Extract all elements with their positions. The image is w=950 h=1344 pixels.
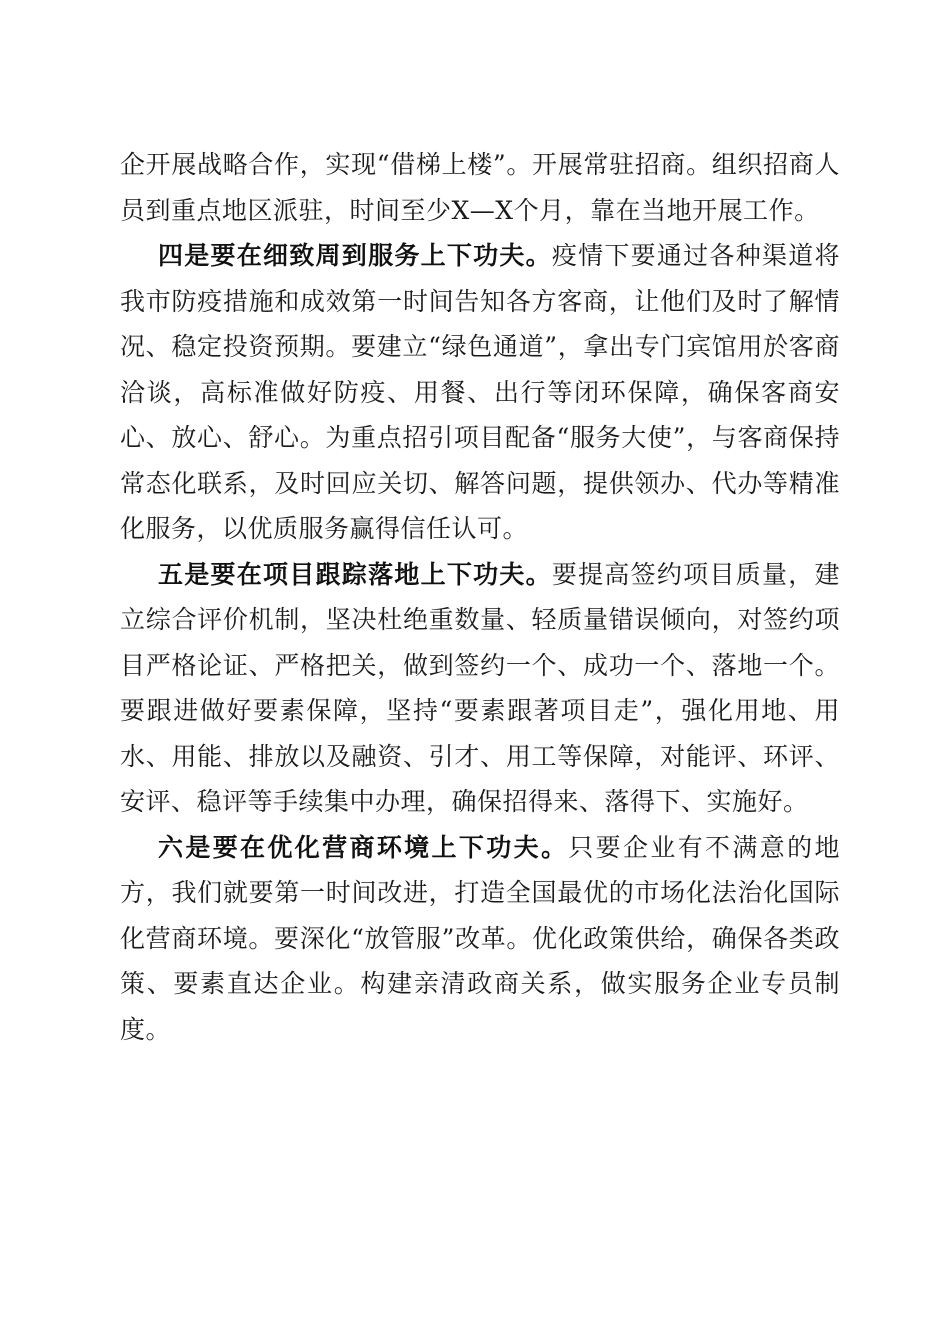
paragraph-body: 企开展战略合作，实现“借梯上楼”。开展常驻招商。组织招商人员到重点地区派驻，时间至少X—X个月，靠在当地开展工作。	[120, 150, 840, 225]
paragraph-body: 要提高签约项目质量，建立综合评价机制，坚决杜绝重数量、轻质量错误倾向，对签约项目严格论证、严格把关，做到签约一个、成功一个、落地一个。要跟进做好要素保障，坚持“要素跟著项目走”，强化用地、用水、用能、排放以及融资、引才、用工等保障，对能评、环评、安评、稳评等手续集中办理，确保招得来、落得下、实施好。	[120, 559, 840, 816]
paragraph-four	[120, 233, 840, 552]
paragraph-continuation	[120, 142, 840, 233]
paragraph-five	[120, 552, 840, 825]
document-body	[120, 142, 840, 1052]
paragraph-six	[120, 825, 840, 1053]
paragraph-lead: 五是要在项目跟踪落地上下功夫。	[158, 559, 552, 589]
paragraph-body: 只要企业有不满意的地方，我们就要第一时间改进，打造全国最优的市场化法治化国际化营商环境。要深化“放管服”改革。优化政策供给，确保各类政策、要素直达企业。构建亲清政商关系，做实服务企业专员制度。	[120, 832, 840, 1044]
paragraph-lead: 六是要在优化营商环境上下功夫。	[158, 832, 569, 862]
paragraph-body: 疫情下要通过各种渠道将我市防疫措施和成效第一时间告知各方客商，让他们及时了解情况、稳定投资预期。要建立“绿色通道”，拿出专门宾馆用於客商洽谈，高标准做好防疫、用餐、出行等闭环保障，确保客商安心、放心、舒心。为重点招引项目配备“服务大使”，与客商保持常态化联系，及时回应关切、解答问题，提供领办、代办等精准化服务，以优质服务赢得信任认可。	[120, 241, 840, 543]
paragraph-lead: 四是要在细致周到服务上下功夫。	[158, 241, 552, 270]
